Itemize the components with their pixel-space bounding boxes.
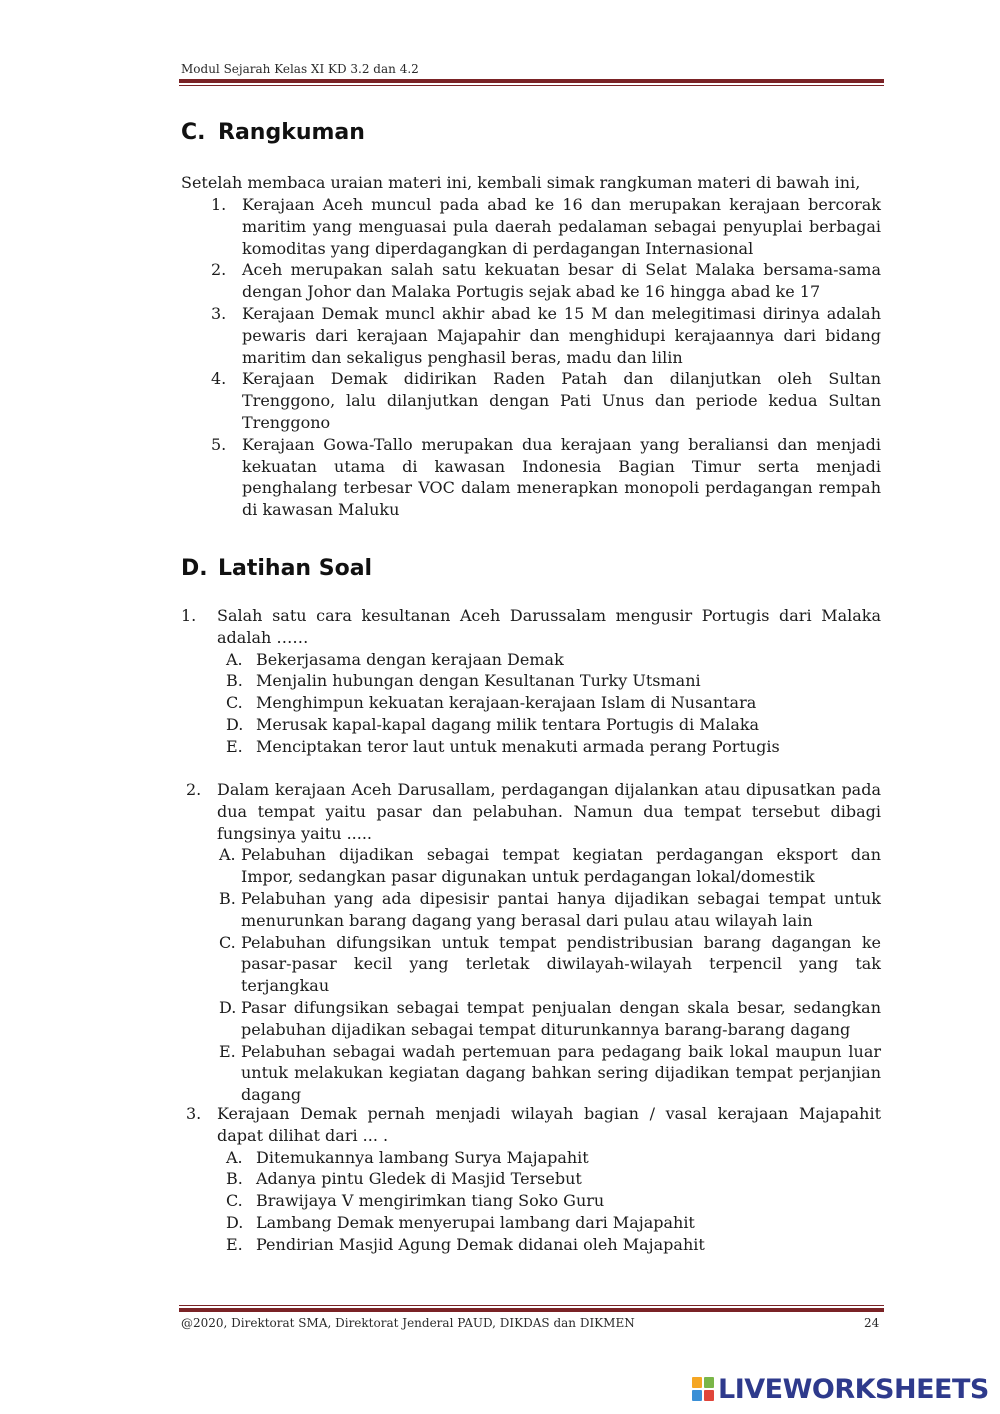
- section-exercise-heading: [181, 556, 372, 581]
- question-number: 3.: [186, 1104, 202, 1123]
- question-number: 2.: [186, 780, 202, 799]
- answer-option[interactable]: [219, 997, 881, 1041]
- option-label: B.: [219, 888, 236, 908]
- summary-item: [211, 303, 881, 368]
- question-3-options: [226, 1147, 881, 1256]
- answer-option[interactable]: [219, 932, 881, 997]
- page-number: 24: [864, 1316, 880, 1330]
- option-label: C.: [226, 693, 243, 713]
- option-label: E.: [226, 736, 243, 756]
- summary-item-number: 1.: [211, 195, 227, 214]
- section-summary-heading: [181, 120, 365, 145]
- logo-block: [704, 1377, 714, 1388]
- footer-rule-thin: [179, 1305, 884, 1306]
- answer-option[interactable]: [226, 1168, 881, 1190]
- summary-item: [211, 368, 881, 433]
- answer-option[interactable]: [226, 1147, 881, 1169]
- option-text: Merusak kapal-kapal dagang milik tentara Portugis di Malaka: [256, 714, 760, 734]
- option-text: Menjalin hubungan dengan Kesultanan Turky Utsmani: [256, 671, 701, 691]
- logo-block: [704, 1390, 714, 1401]
- option-label: D.: [226, 714, 244, 734]
- option-text: Pelabuhan difungsikan untuk tempat pendistribusian barang dagangan ke pasar-pasar kecil yang terletak diwilayah-wilayah terpencil yang tak terjangkau: [241, 932, 881, 996]
- option-text: Pelabuhan dijadikan sebagai tempat kegiatan perdagangan eksport dan Impor, sedangkan pasar digunakan untuk perdagangan lokal/domestik: [241, 845, 881, 887]
- option-text: Pelabuhan sebagai wadah pertemuan para pedagang baik lokal maupun luar untuk melakukan kegiatan dagang bahkan sering dijadikan tempat perjanjian dagang: [241, 1041, 881, 1105]
- answer-option[interactable]: [226, 692, 881, 714]
- summary-item-text: Kerajaan Demak didirikan Raden Patah dan dilanjutkan oleh Sultan Trenggono, lalu dilanjutkan dengan Pati Unus dan periode kedua Sultan Trenggono: [242, 369, 881, 432]
- option-text: Ditemukannya lambang Surya Majapahit: [256, 1147, 589, 1167]
- answer-option[interactable]: [226, 1190, 881, 1212]
- footer-rule-thick: [179, 1308, 884, 1312]
- liveworksheets-blocks-icon: [692, 1377, 714, 1401]
- section-summary-letter: C.: [181, 120, 206, 145]
- option-label: E.: [219, 1041, 236, 1061]
- summary-item-number: 5.: [211, 434, 227, 454]
- question-text: Kerajaan Demak pernah menjadi wilayah bagian / vasal kerajaan Majapahit dapat dilihat dari ... .: [217, 1104, 881, 1145]
- answer-option[interactable]: [226, 670, 881, 692]
- option-label: E.: [226, 1234, 243, 1254]
- answer-option[interactable]: [226, 736, 881, 758]
- answer-option[interactable]: [226, 1212, 881, 1234]
- summary-item: [211, 434, 881, 521]
- answer-option[interactable]: [219, 888, 881, 932]
- answer-option[interactable]: [226, 1234, 881, 1256]
- option-label: B.: [226, 1169, 243, 1189]
- question-2-options: [219, 844, 881, 1106]
- page-header-title: Modul Sejarah Kelas XI KD 3.2 dan 4.2: [181, 62, 419, 76]
- option-label: A.: [226, 649, 243, 669]
- summary-item-number: 3.: [211, 303, 227, 323]
- option-text: Brawijaya V mengirimkan tiang Soko Guru: [256, 1191, 605, 1211]
- summary-item: [211, 194, 881, 259]
- option-label: C.: [219, 932, 236, 952]
- option-text: Bekerjasama dengan kerajaan Demak: [256, 649, 564, 669]
- summary-intro: Setelah membaca uraian materi ini, kembali simak rangkuman materi di bawah ini,: [181, 173, 861, 192]
- summary-item: [211, 259, 881, 303]
- question-number: 1.: [181, 606, 197, 625]
- summary-list: [211, 194, 881, 521]
- option-label: A.: [219, 845, 236, 865]
- summary-item-number: 4.: [211, 369, 227, 389]
- header-rule-thin: [179, 85, 884, 86]
- answer-option[interactable]: [219, 1041, 881, 1106]
- option-label: C.: [226, 1191, 243, 1211]
- answer-option[interactable]: [219, 844, 881, 888]
- option-text: Pendirian Masjid Agung Demak didanai oleh Majapahit: [256, 1234, 705, 1254]
- question-1-options: [226, 649, 881, 758]
- summary-item-text: Kerajaan Demak muncl akhir abad ke 15 M dan melegitimasi dirinya adalah pewaris dari kerajaan Majapahir dan menghidupi kerajaannya dari bidang maritim dan sekaligus penghasil beras, madu dan lilin: [242, 303, 881, 367]
- option-label: B.: [226, 671, 243, 691]
- option-text: Pelabuhan yang ada dipesisir pantai hanya dijadikan sebagai tempat untuk menurunkan barang dagang yang berasal dari pulau atau wilayah lain: [241, 888, 881, 930]
- logo-block: [692, 1390, 702, 1401]
- summary-item-text: Kerajaan Aceh muncul pada abad ke 16 dan merupakan kerajaan bercorak maritim yang menguasai pula daerah pedalaman sebagai penyuplai berbagai komoditas yang diperdagangkan di perdagangan Internasional: [242, 195, 881, 258]
- answer-option[interactable]: [226, 649, 881, 671]
- summary-item-text: Kerajaan Gowa-Tallo merupakan dua kerajaan yang beraliansi dan menjadi kekuatan utama di kawasan Indonesia Bagian Timur serta menjadi penghalang terbesar VOC dalam menerapkan monopoli perdagangan rempah di kawasan Maluku: [242, 434, 881, 520]
- option-text: Menghimpun kekuatan kerajaan-kerajaan Islam di Nusantara: [256, 693, 757, 713]
- summary-item-text: Aceh merupakan salah satu kekuatan besar di Selat Malaka bersama-sama dengan Johor dan Malaka Portugis sejak abad ke 16 hingga abad ke 17: [242, 260, 881, 302]
- liveworksheets-brand-text: LIVEWORKSHEETS: [718, 1374, 989, 1405]
- section-summary-title: Rangkuman: [218, 120, 365, 145]
- question-text: Dalam kerajaan Aceh Darusallam, perdagangan dijalankan atau dipusatkan pada dua tempat yaitu pasar dan pelabuhan. Namun dua tempat tersebut dibagi fungsinya yaitu .....: [217, 780, 881, 843]
- question-3: [181, 1103, 881, 1256]
- option-label: D.: [219, 997, 237, 1017]
- logo-block: [692, 1377, 702, 1388]
- option-label: D.: [226, 1212, 244, 1232]
- question-text: Salah satu cara kesultanan Aceh Darussalam mengusir Portugis dari Malaka adalah ……: [217, 606, 881, 647]
- footer-copyright: @2020, Direktorat SMA, Direktorat Jenderal PAUD, DIKDAS dan DIKMEN: [181, 1316, 635, 1330]
- question-1: [181, 605, 881, 758]
- option-label: A.: [226, 1147, 243, 1167]
- header-rule-thick: [179, 79, 884, 83]
- option-text: Adanya pintu Gledek di Masjid Tersebut: [256, 1169, 582, 1189]
- question-2: [181, 779, 881, 1106]
- answer-option[interactable]: [226, 714, 881, 736]
- option-text: Menciptakan teror laut untuk menakuti armada perang Portugis: [256, 736, 780, 756]
- section-exercise-letter: D.: [181, 556, 208, 581]
- option-text: Pasar difungsikan sebagai tempat penjualan dengan skala besar, sedangkan pelabuhan dijadikan sebagai tempat diturunkannya barang-barang dagang: [241, 997, 881, 1039]
- section-exercise-title: Latihan Soal: [218, 556, 373, 581]
- option-text: Lambang Demak menyerupai lambang dari Majapahit: [256, 1212, 695, 1232]
- summary-item-number: 2.: [211, 260, 227, 280]
